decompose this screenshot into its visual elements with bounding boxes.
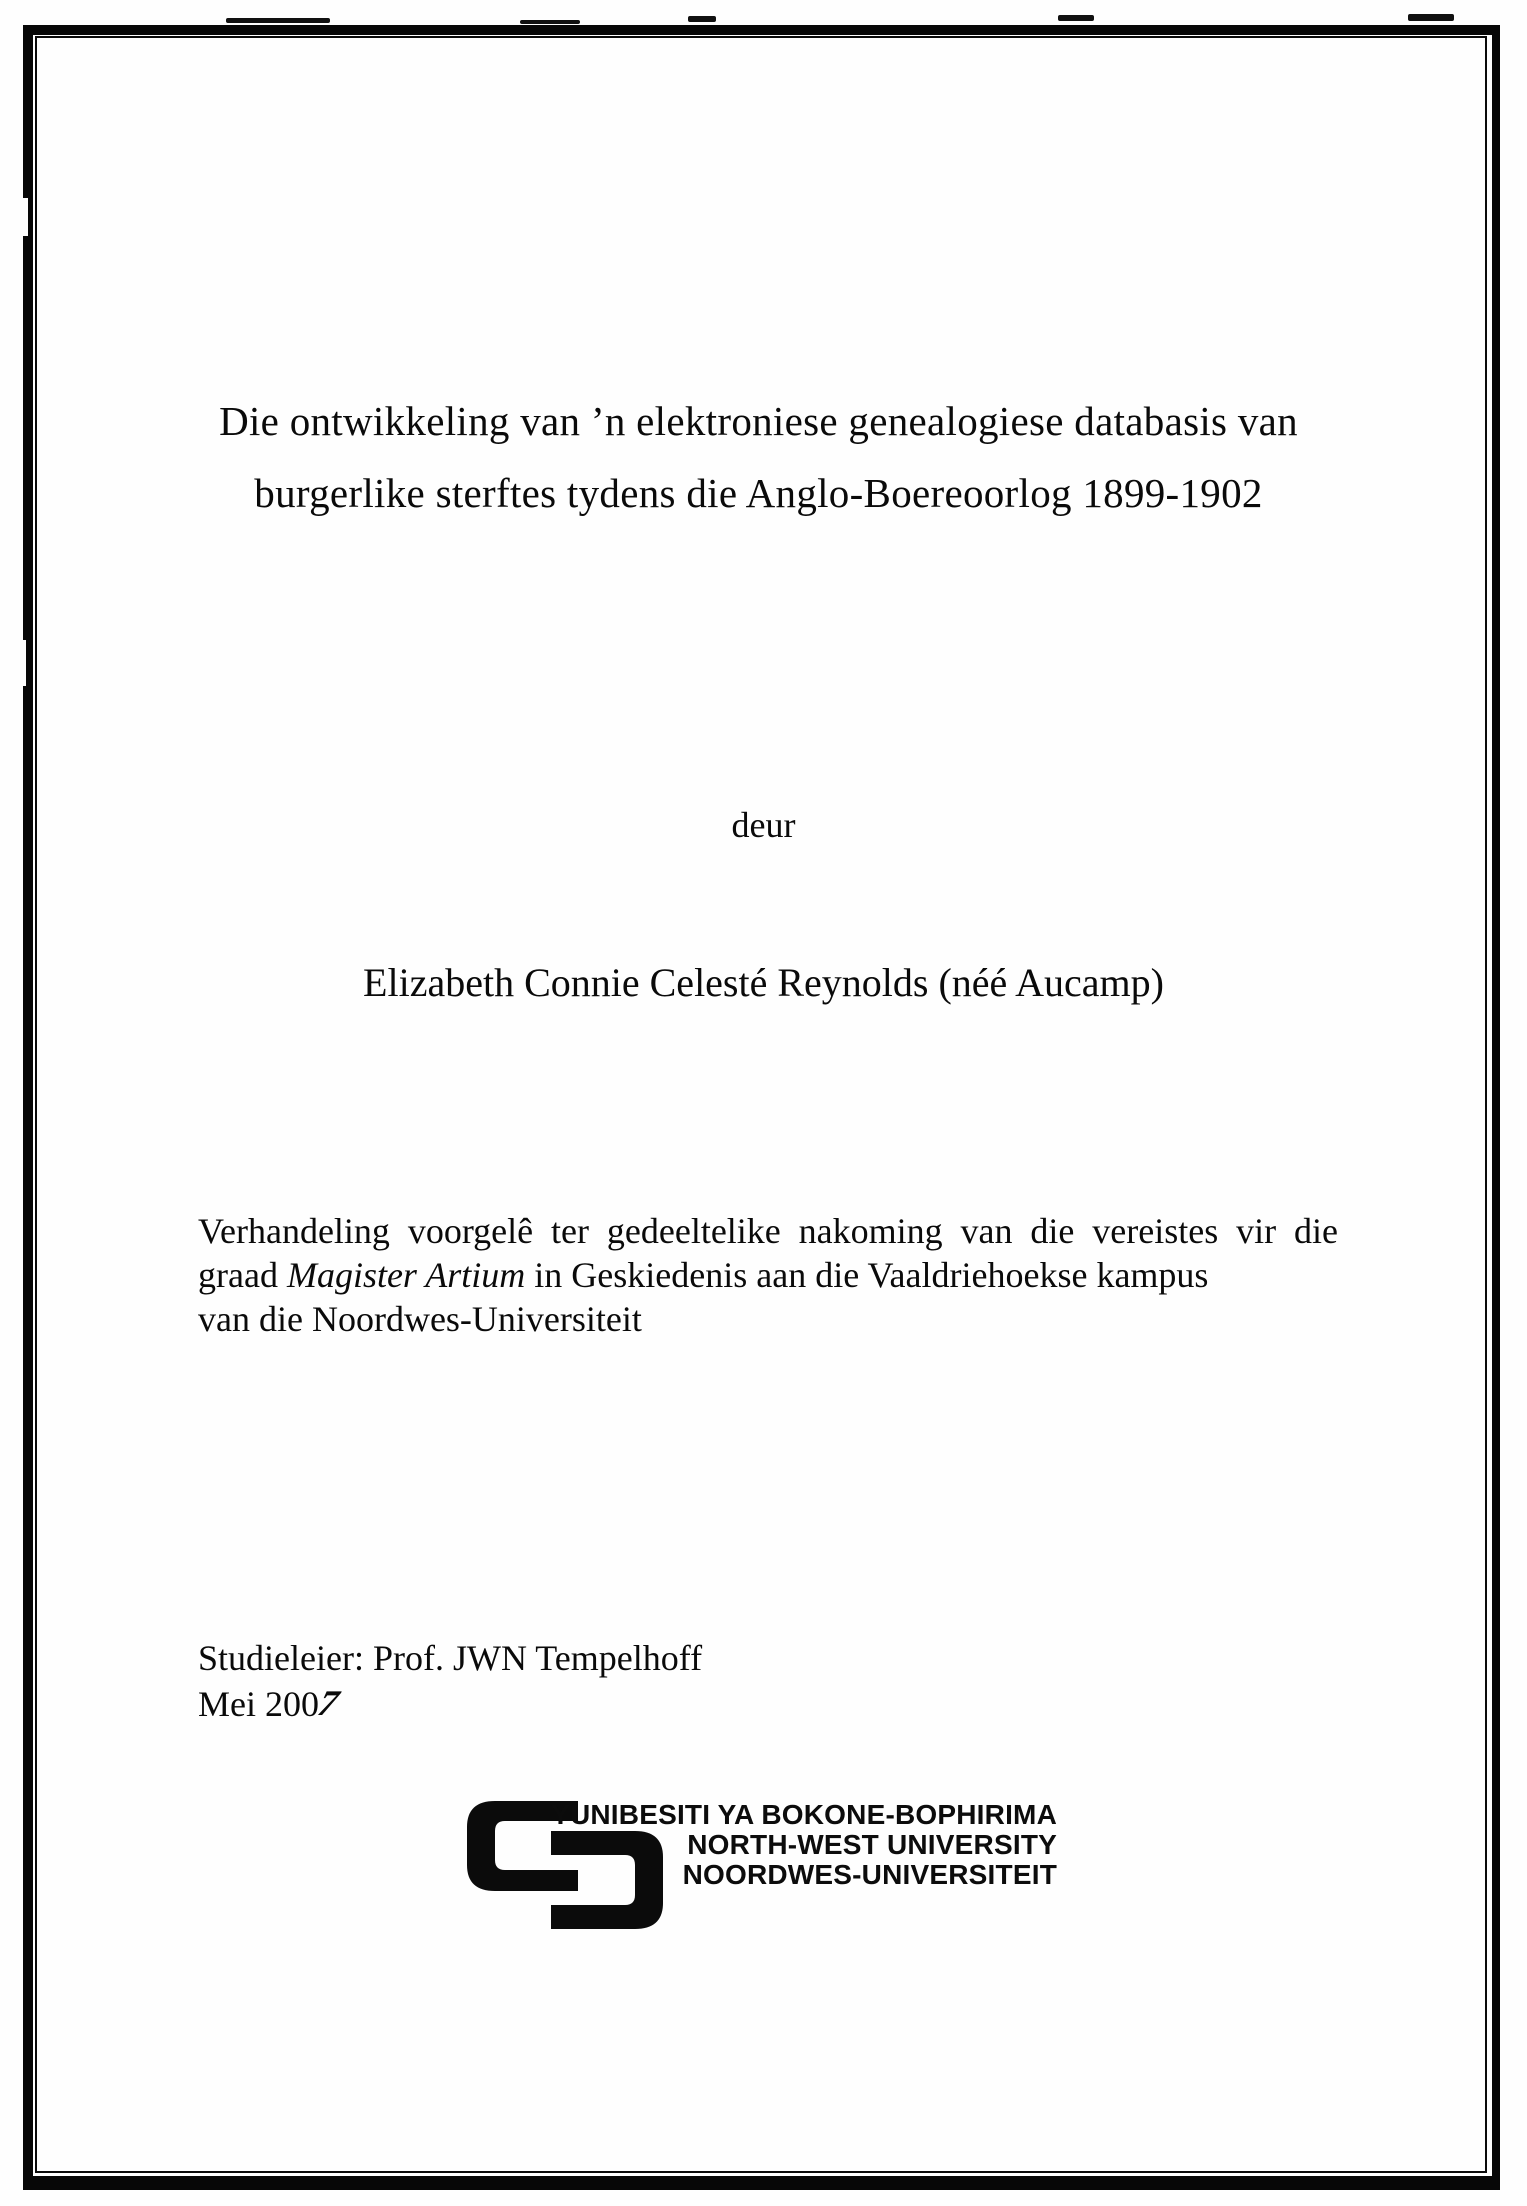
nwu-logo-text-setswana: YUNIBESITI YA BOKONE-BOPHIRIMA (551, 1799, 1057, 1830)
nwu-logo-text-english: NORTH-WEST UNIVERSITY (687, 1829, 1057, 1860)
scan-artifact (688, 16, 716, 22)
supervisor-block (198, 1635, 702, 1727)
date-line (198, 1681, 702, 1727)
declaration-line-2-pre: graad (198, 1255, 287, 1295)
declaration-line-2 (198, 1253, 1338, 1297)
nwu-logo-text-afrikaans: NOORDWES-UNIVERSITEIT (682, 1859, 1057, 1890)
date-prefix: Mei 200 (198, 1684, 319, 1724)
byline-label: deur (731, 805, 796, 845)
thesis-title-line-1: Die ontwikkeling van ’n elektroniese genealogiese databasis van (219, 398, 1298, 444)
declaration-line-1: Verhandeling voorgelê ter gedeeltelike nakoming van die vereistes vir die (198, 1211, 1338, 1251)
scan-artifact (21, 640, 26, 686)
nwu-logo-text (551, 1800, 1057, 1890)
author-name: Elizabeth Connie Celesté Reynolds (néé Aucamp) (363, 960, 1164, 1005)
nwu-logo (465, 1793, 1057, 1943)
scan-artifact (226, 18, 330, 23)
thesis-title-line-2: burgerlike sterftes tydens die Anglo-Boereoorlog 1899-1902 (254, 470, 1263, 516)
declaration-line-2-post: in Geskiedenis aan die Vaaldriehoekse kampus (525, 1255, 1209, 1295)
date-digit: 7 (310, 1683, 347, 1723)
thesis-title (140, 385, 1377, 529)
scan-artifact (1408, 14, 1454, 21)
supervisor-line: Studieleier: Prof. JWN Tempelhoff (198, 1638, 703, 1678)
declaration-line-3: van die Noordwes-Universiteit (198, 1299, 642, 1339)
scan-artifact (520, 20, 580, 24)
degree-declaration (198, 1209, 1338, 1341)
scan-artifact (22, 198, 28, 236)
scan-artifact (1058, 15, 1094, 21)
degree-name: Magister Artium (286, 1255, 526, 1295)
